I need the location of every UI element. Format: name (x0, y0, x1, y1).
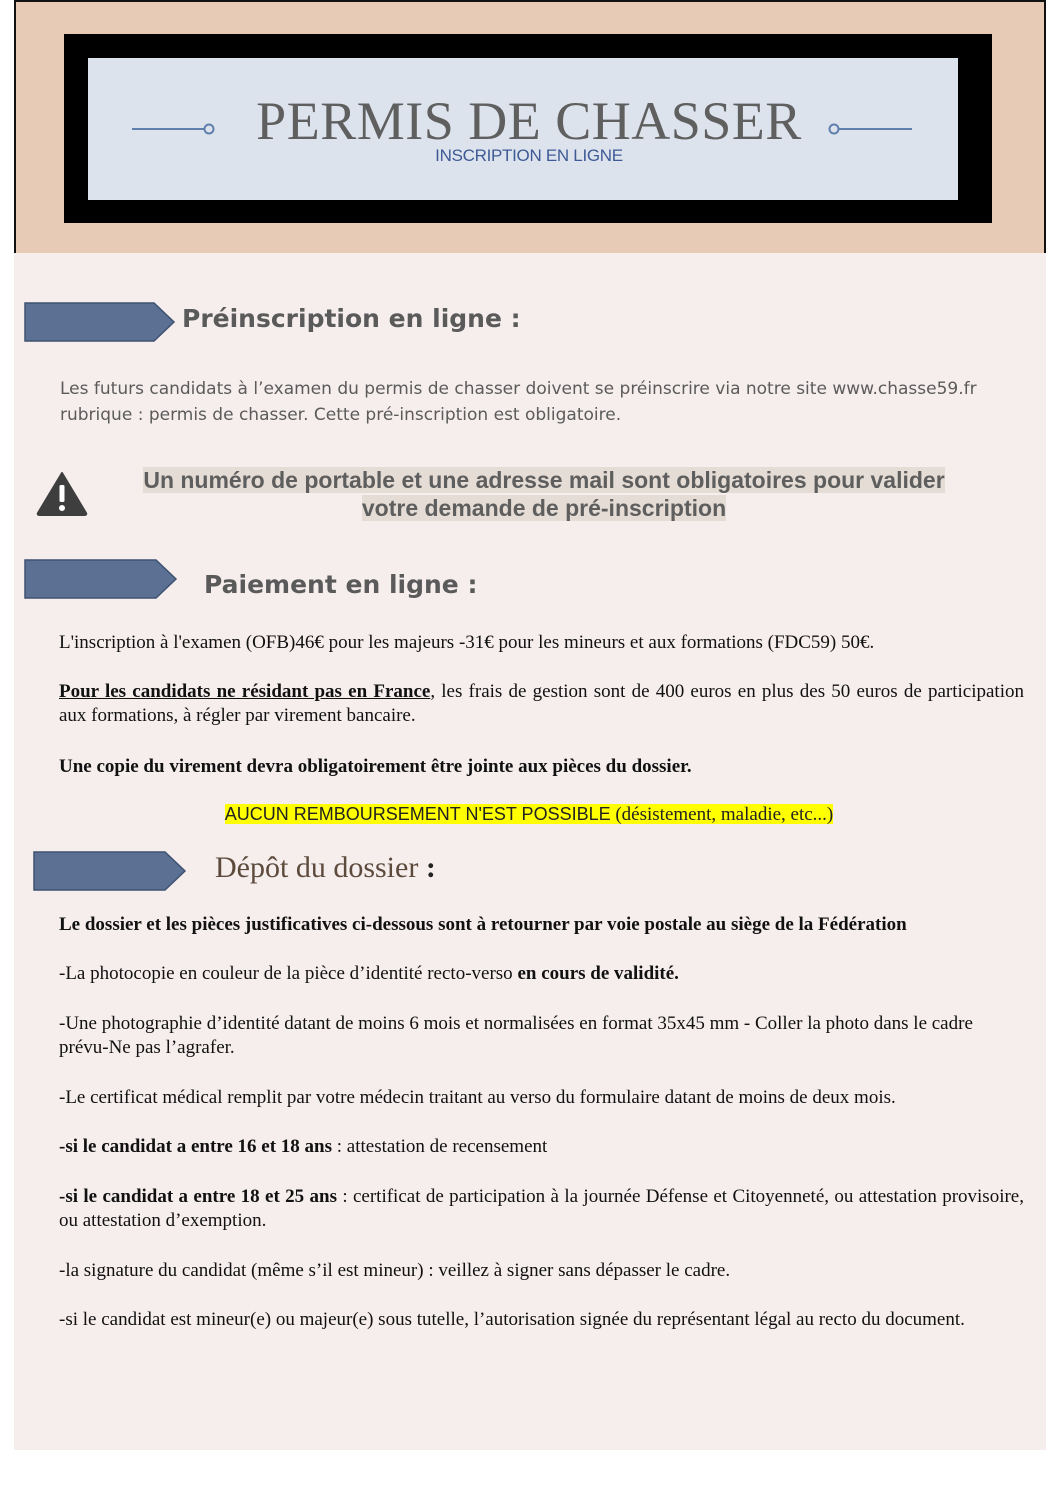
depot-intro-text: Le dossier et les pièces justificatives ci-dessous sont à retourner par voie postale au siège de la Fédération (59, 914, 907, 935)
nonresident-text (59, 680, 1024, 728)
no-refund-notice (0, 802, 1058, 827)
depot-item-18-25-text: : certificat de participation à la journée Défense et Citoyenneté, ou attestation provisoire, ou attestation d’exemption. (59, 1186, 1024, 1231)
warning-notice (108, 466, 980, 522)
depot-item-id-bold: en cours de validité. (517, 963, 679, 984)
fees-text: L'inscription à l'examen (OFB)46€ pour les majeurs -31€ pour les mineurs et aux formations (FDC59) 50€. (59, 632, 875, 653)
page-subtitle: INSCRIPTION EN LIGNE (435, 146, 623, 165)
depot-item-signature: -la signature du candidat (même s’il est mineur) : veillez à signer sans dépasser le cadre. (59, 1260, 731, 1281)
warning-line-2: votre demande de pré-inscription (361, 495, 727, 521)
depot-item-18-25 (59, 1185, 1024, 1233)
depot-item-16-18-bold: -si le candidat a entre 16 et 18 ans (59, 1136, 333, 1157)
no-refund-label: AUCUN REMBOURSEMENT N'EST POSSIBLE (224, 804, 611, 824)
depot-item-certificate: -Le certificat médical remplit par votre médecin traitant au verso du formulaire datant de moins de deux mois. (59, 1087, 896, 1108)
depot-item-16-18-text: : attestation de recensement (332, 1136, 548, 1157)
no-refund-detail: (désistement, maladie, etc...) (610, 804, 834, 825)
preinscription-line-2: rubrique : permis de chasser. Cette pré-inscription est obligatoire. (60, 405, 622, 425)
arrow-marker-icon (33, 851, 187, 893)
depot-heading-text: Dépôt du dossier (215, 851, 419, 884)
depot-heading-colon: : (418, 851, 436, 884)
depot-item-id (59, 962, 1024, 986)
depot-item-16-18 (59, 1135, 1024, 1159)
arrow-marker-icon (24, 559, 178, 601)
depot-item-18-25-bold: -si le candidat a entre 18 et 25 ans (59, 1186, 337, 1207)
section-heading-preinscription: Préinscription en ligne : (182, 304, 521, 333)
depot-item-id-text: -La photocopie en couleur de la pièce d’identité recto-verso (59, 963, 518, 984)
nonresident-rest: , les frais de gestion sont de 400 euros en plus des 50 euros de participation aux formations, à régler par virement bancaire. (59, 681, 1024, 726)
depot-intro (59, 913, 1024, 937)
section-heading-paiement: Paiement en ligne : (204, 570, 478, 599)
copy-notice (59, 755, 1024, 779)
page-title: PERMIS DE CHASSER (256, 91, 802, 151)
warning-line-1: Un numéro de portable et une adresse mail sont obligatoires pour valider (143, 467, 945, 493)
warning-icon (36, 470, 88, 516)
nonresident-bold: Pour les candidats ne résidant pas en France (59, 681, 431, 702)
depot-item-tutelle: -si le candidat est mineur(e) ou majeur(e) sous tutelle, l’autorisation signée du représentant légal au recto du document. (59, 1309, 965, 1330)
section-heading-depot (215, 851, 436, 885)
depot-item-photo: -Une photographie d’identité datant de moins 6 mois et normalisées en format 35x45 mm - Coller la photo dans le cadre prévu-Ne pas l’agrafer. (59, 1013, 973, 1058)
arrow-marker-icon (24, 302, 176, 344)
copy-notice-text: Une copie du virement devra obligatoirement être jointe aux pièces du dossier. (59, 756, 692, 777)
preinscription-line-1: Les futurs candidats à l’examen du permis de chasser doivent se préinscrire via notre site www.chasse59.fr (60, 379, 977, 399)
